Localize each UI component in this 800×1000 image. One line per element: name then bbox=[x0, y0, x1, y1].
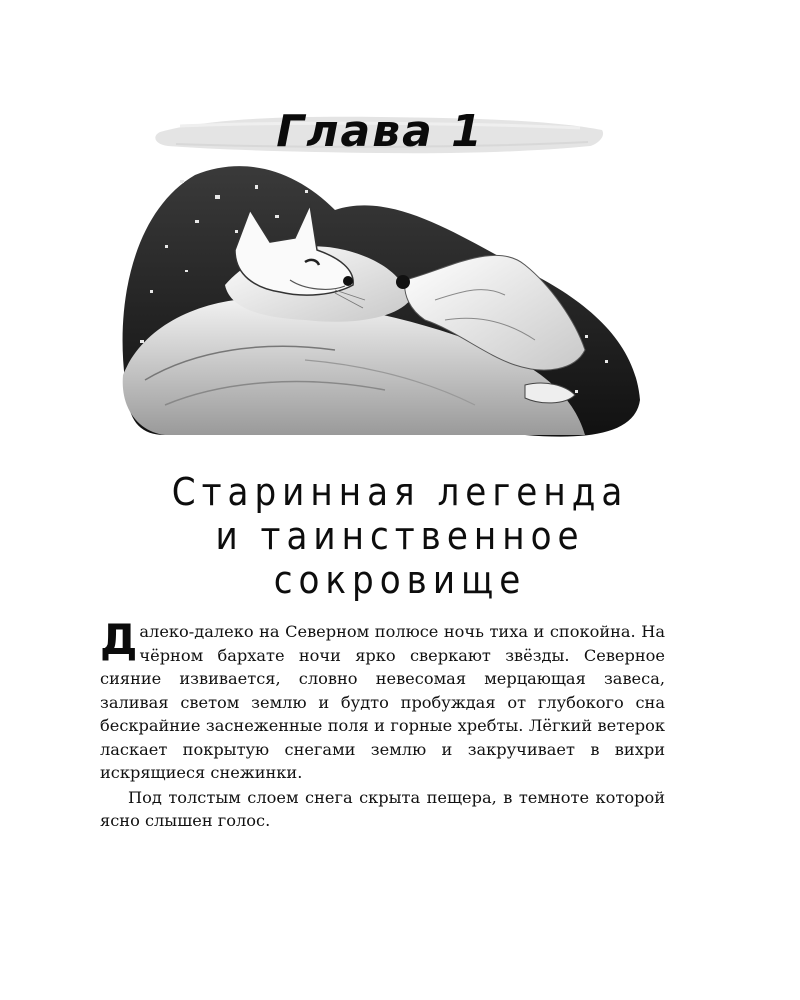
arctic-fox-illustration bbox=[105, 150, 650, 450]
paragraph: Под толстым слоем снега скрыта пещера, в темноте которой ясно слышен голос. bbox=[100, 787, 665, 830]
chapter-title-line: и таинственное bbox=[215, 514, 585, 558]
paragraph bbox=[100, 615, 665, 785]
chapter-title-line: сокровище bbox=[273, 558, 527, 602]
chapter-title-line: Старинная легенда bbox=[171, 470, 629, 514]
chapter-body bbox=[100, 615, 665, 833]
drop-cap: Д bbox=[100, 615, 138, 664]
paragraph-text: алеко-далеко на Северном полюсе ночь тиха и спокойна. На чёрном бархате ночи ярко сверкают звёзды. Северное сияние извивается, словно невесомая мерцающая завеса, заливая светом землю и будто пробуждая от глубокого сна бескрайние заснеженные поля и горные хребты. Лёгкий ветерок ласкает покрытую снегами землю и закручивает в вихри искрящиеся снежинки. bbox=[100, 622, 665, 782]
chapter-label: Глава 1 bbox=[276, 106, 484, 157]
chapter-title bbox=[80, 470, 720, 602]
